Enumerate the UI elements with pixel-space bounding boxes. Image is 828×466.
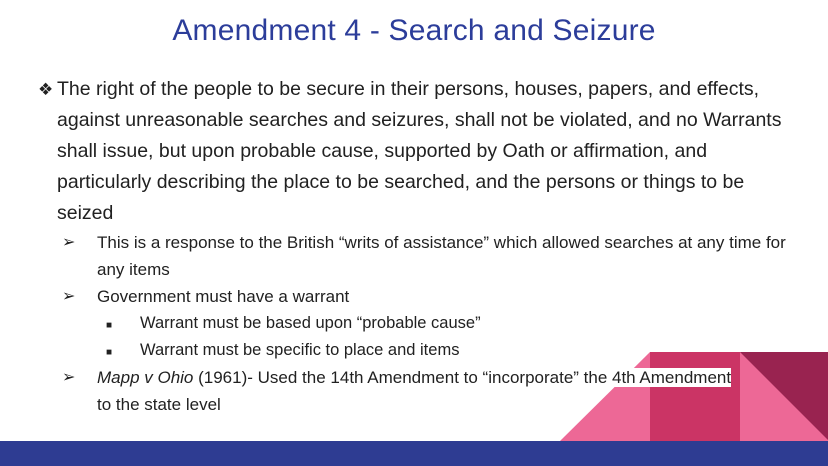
list-item (20, 310, 720, 337)
slide-title: Amendment 4 - Search and Seizure (172, 14, 656, 47)
case-name-italic: Mapp v Ohio (97, 368, 194, 387)
list-item (20, 229, 800, 283)
list-item (20, 364, 737, 418)
arrow-bullet-icon: ➢ (62, 369, 76, 386)
list-item (20, 283, 800, 310)
list-item-text: Government must have a warrant (97, 287, 350, 306)
list-item-text: Warrant must be based upon “probable cause” (140, 314, 481, 332)
arrow-bullet-icon: ➢ (62, 234, 76, 251)
list-item-text: Warrant must be specific to place and items (140, 341, 460, 359)
arrow-bullet-icon: ➢ (62, 288, 76, 305)
highlighted-text (97, 368, 731, 414)
list-item (20, 74, 797, 229)
slide-body (20, 74, 800, 418)
square-bullet-icon: ■ (106, 347, 113, 358)
square-bullet-icon: ■ (106, 320, 113, 331)
list-item-text: The right of the people to be secure in their persons, houses, papers, and effects, against unreasonable searches and seizures, shall not be violated, and no Warrants shall issue, but upon probable cause, supported by Oath or affirmation, and particularly describing the place to be searched, and the persons or things to be seized (57, 78, 782, 224)
diamond-bullet-icon: ❖ (38, 80, 54, 99)
footer-accent-bar (0, 441, 828, 466)
list-item-text: This is a response to the British “writs of assistance” which allowed searches at any time for any items (97, 233, 786, 279)
list-item-text: (1961)- Used the 14th Amendment to “incorporate” the 4th Amendment to the state level (97, 368, 732, 414)
list-item (20, 337, 720, 364)
